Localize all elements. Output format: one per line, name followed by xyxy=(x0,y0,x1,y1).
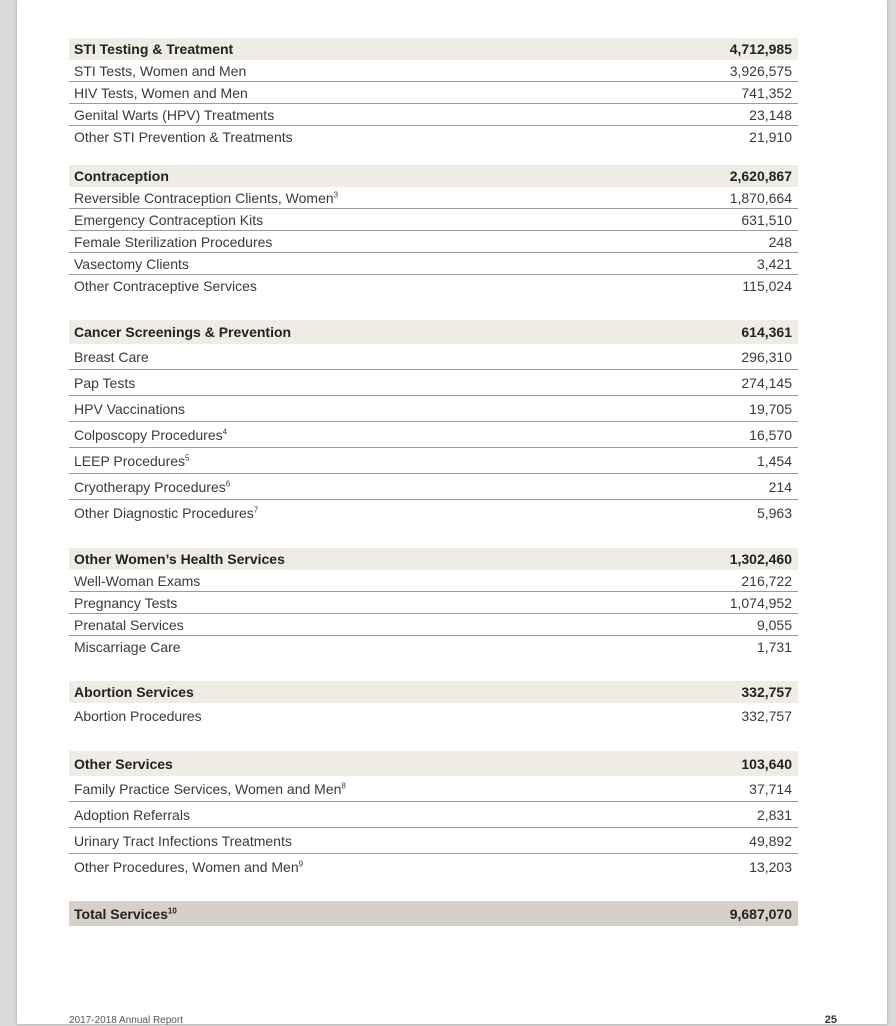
row-label: HIV Tests, Women and Men xyxy=(74,84,248,101)
footnote-marker: 4 xyxy=(222,426,228,436)
section-title: Cancer Screenings & Prevention xyxy=(74,324,292,340)
row-value: 13,203 xyxy=(749,859,792,875)
section-header xyxy=(69,38,798,60)
row-value: 1,731 xyxy=(756,639,792,655)
row-value: 37,714 xyxy=(749,780,792,797)
footnote-marker: 5 xyxy=(185,452,190,462)
row-value: 23,148 xyxy=(749,106,792,123)
table-row xyxy=(69,344,798,370)
section-total-services xyxy=(69,901,798,926)
row-value: 2,831 xyxy=(756,806,792,823)
section-abortion-services xyxy=(69,681,798,729)
row-value: 1,870,664 xyxy=(729,189,792,206)
table-row xyxy=(69,126,798,148)
row-value: 248 xyxy=(768,233,792,250)
report-page xyxy=(17,0,887,1024)
section-total: 1,302,460 xyxy=(729,551,792,567)
section-total: 103,640 xyxy=(741,755,792,772)
table-row xyxy=(69,422,798,448)
table-row xyxy=(69,275,798,297)
total-label: Total Services$^{10}$ xyxy=(74,905,177,922)
row-label: Other STI Prevention & Treatments xyxy=(74,129,293,145)
footnote-marker: 7 xyxy=(253,505,259,515)
table-row xyxy=(69,209,798,231)
row-value: 3,421 xyxy=(756,255,792,272)
section-title: Other Services xyxy=(74,755,173,772)
row-value: 332,757 xyxy=(741,708,792,724)
row-label: Miscarriage Care xyxy=(74,639,181,655)
table-row xyxy=(69,854,798,880)
table-row xyxy=(69,802,798,828)
footer-report-title: 2017-2018 Annual Report xyxy=(69,1015,183,1026)
table-row xyxy=(69,370,798,396)
table-row xyxy=(69,474,798,500)
table-row xyxy=(69,104,798,126)
row-label: Reversible Contraception Clients, Women$^3$ xyxy=(74,189,339,206)
page-number: 25 xyxy=(824,1014,837,1026)
footnote-marker: 10 xyxy=(167,905,177,915)
section-title: Abortion Services xyxy=(74,684,194,700)
table-row xyxy=(69,636,798,658)
row-label: Female Sterilization Procedures xyxy=(74,233,273,250)
section-cancer-screenings xyxy=(69,320,798,526)
row-label: Prenatal Services xyxy=(74,616,184,633)
table-row xyxy=(69,570,798,592)
row-value: 9,055 xyxy=(756,616,792,633)
row-label: Emergency Contraception Kits xyxy=(74,211,264,228)
section-header xyxy=(69,165,798,187)
row-label: Other Contraceptive Services xyxy=(74,278,257,294)
table-row xyxy=(69,703,798,729)
row-label: LEEP Procedures$^5$ xyxy=(74,452,190,469)
row-value: 115,024 xyxy=(742,278,792,294)
row-label: Breast Care xyxy=(74,348,149,365)
section-header xyxy=(69,681,798,703)
row-value: 1,074,952 xyxy=(729,594,792,611)
section-title: Other Women’s Health Services xyxy=(74,551,285,567)
section-other-services xyxy=(69,751,798,880)
row-label: Genital Warts (HPV) Treatments xyxy=(74,106,275,123)
section-title: Contraception xyxy=(74,168,169,184)
table-row xyxy=(69,187,798,209)
row-label: Colposcopy Procedures$^4$ xyxy=(74,426,228,443)
row-label: Other Procedures, Women and Men$^9$ xyxy=(74,859,304,875)
row-value: 49,892 xyxy=(749,832,792,849)
section-total: 332,757 xyxy=(741,684,792,700)
row-value: 5,963 xyxy=(756,505,792,521)
row-value: 216,722 xyxy=(741,572,792,589)
row-label: Cryotherapy Procedures$^6$ xyxy=(74,478,231,495)
row-value: 1,454 xyxy=(756,452,792,469)
footnote-marker: 6 xyxy=(225,478,231,488)
section-total: 2,620,867 xyxy=(729,168,792,184)
table-row xyxy=(69,500,798,526)
row-value: 296,310 xyxy=(741,348,792,365)
row-value: 3,926,575 xyxy=(729,62,792,79)
row-label: Abortion Procedures xyxy=(74,708,202,724)
table-row xyxy=(69,60,798,82)
footnote-marker: 9 xyxy=(298,859,304,869)
section-total: 4,712,985 xyxy=(729,41,792,57)
table-row xyxy=(69,253,798,275)
section-sti-testing xyxy=(69,38,798,148)
row-label: HPV Vaccinations xyxy=(74,400,186,417)
table-row xyxy=(69,82,798,104)
section-header xyxy=(69,548,798,570)
table-row xyxy=(69,592,798,614)
table-row xyxy=(69,828,798,854)
row-value: 214 xyxy=(768,478,792,495)
section-header xyxy=(69,320,798,344)
row-label: Family Practice Services, Women and Men$^8$ xyxy=(74,780,346,797)
row-value: 16,570 xyxy=(749,426,792,443)
row-label: Vasectomy Clients xyxy=(74,255,189,272)
row-value: 741,352 xyxy=(741,84,792,101)
row-label: Adoption Referrals xyxy=(74,806,190,823)
row-label: STI Tests, Women and Men xyxy=(74,62,247,79)
total-row xyxy=(69,901,798,926)
section-title: STI Testing & Treatment xyxy=(74,41,234,57)
row-label: Pap Tests xyxy=(74,374,136,391)
row-value: 631,510 xyxy=(741,211,792,228)
table-row xyxy=(69,448,798,474)
total-value: 9,687,070 xyxy=(729,905,792,922)
section-total: 614,361 xyxy=(741,324,792,340)
section-womens-health xyxy=(69,548,798,658)
table-row xyxy=(69,614,798,636)
row-value: 19,705 xyxy=(749,400,792,417)
section-header xyxy=(69,751,798,776)
footnote-marker: 8 xyxy=(341,780,346,790)
table-row xyxy=(69,396,798,422)
row-value: 274,145 xyxy=(741,374,792,391)
row-label: Other Diagnostic Procedures$^7$ xyxy=(74,505,259,521)
row-label: Urinary Tract Infections Treatments xyxy=(74,832,292,849)
footnote-marker: 3 xyxy=(333,189,339,199)
row-value: 21,910 xyxy=(749,129,792,145)
section-contraception xyxy=(69,165,798,297)
row-label: Pregnancy Tests xyxy=(74,594,178,611)
row-label: Well-Woman Exams xyxy=(74,572,201,589)
table-row xyxy=(69,776,798,802)
table-row xyxy=(69,231,798,253)
